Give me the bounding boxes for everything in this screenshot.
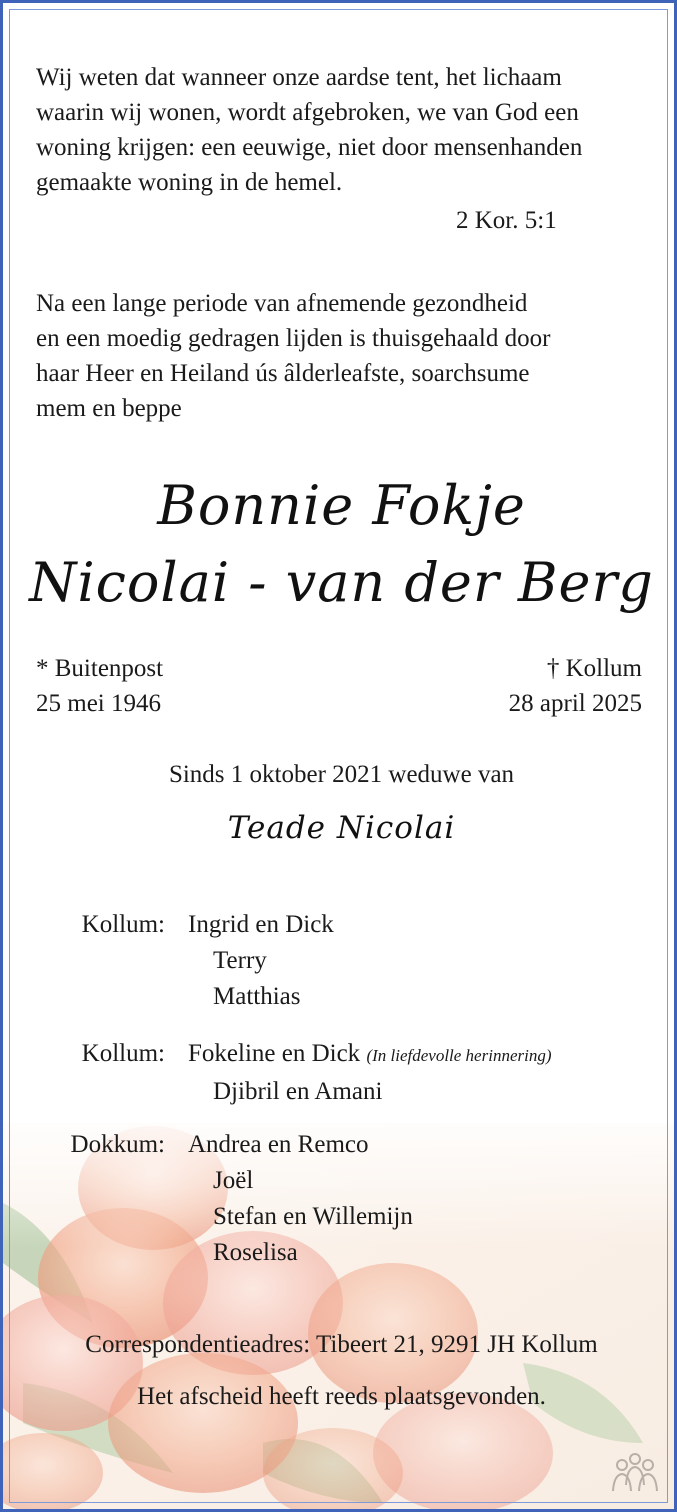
family-place: Dokkum: [70, 1131, 165, 1158]
death-date: 28 april 2025 [508, 690, 642, 717]
intro-line: Na een lange periode van afnemende gezondheid [36, 290, 528, 317]
bible-verse [36, 60, 582, 200]
family-parents-row [188, 1036, 552, 1074]
correspondence-address: Correspondentieadres: Tibeert 21, 9291 JH Kollum [85, 1331, 598, 1358]
family-members [188, 1036, 552, 1110]
grandchild: Djibril en Amani [213, 1078, 383, 1105]
grandchild: Matthias [213, 983, 301, 1010]
family-parents: Ingrid en Dick [188, 911, 334, 938]
family-place: Kollum: [81, 911, 165, 938]
deceased-surname: Nicolai - van der Berg [29, 551, 654, 614]
intro-line: haar Heer en Heiland ús âlderleafste, soarchsume [36, 360, 530, 387]
verse-line: Wij weten dat wanneer onze aardse tent, het lichaam [36, 64, 562, 91]
grandchild: Joël [213, 1167, 254, 1194]
family-parents: Andrea en Remco [188, 1131, 369, 1158]
intro-line: mem en beppe [36, 395, 182, 422]
grandchild: Stefan en Willemijn [213, 1203, 413, 1230]
verse-line: woning krijgen: een eeuwige, niet door mensenhanden [36, 134, 583, 161]
family-members [188, 907, 334, 1015]
verse-reference: 2 Kor. 5:1 [456, 207, 557, 234]
birth-date: 25 mei 1946 [36, 690, 161, 717]
family-parents: Fokeline en Dick [188, 1040, 361, 1067]
family-members [188, 1127, 413, 1271]
obituary-content [3, 3, 677, 1512]
grandchild: Roselisa [213, 1239, 298, 1266]
verse-line: gemaakte woning in de hemel. [36, 169, 343, 196]
spouse-name: Teade Nicolai [227, 810, 456, 846]
people-group-icon [608, 1451, 662, 1497]
birth-info [36, 651, 163, 721]
deceased-given-names: Bonnie Fokje [157, 474, 526, 537]
grandchild: Terry [213, 947, 267, 974]
widow-text: Sinds 1 oktober 2021 weduwe van [168, 761, 515, 788]
verse-line: waarin wij wonen, wordt afgebroken, we van God een [36, 99, 579, 126]
death-info [509, 651, 642, 721]
intro-line: en een moedig gedragen lijden is thuisgehaald door [36, 325, 551, 352]
family-place: Kollum: [81, 1040, 165, 1067]
intro-text [36, 286, 550, 426]
farewell-notice: Het afscheid heeft reeds plaatsgevonden. [137, 1383, 546, 1410]
death-place: † Kollum [546, 655, 642, 682]
memorial-note: (In liefdevolle herinnering) [366, 1046, 552, 1065]
birth-place: * Buitenpost [36, 655, 164, 682]
